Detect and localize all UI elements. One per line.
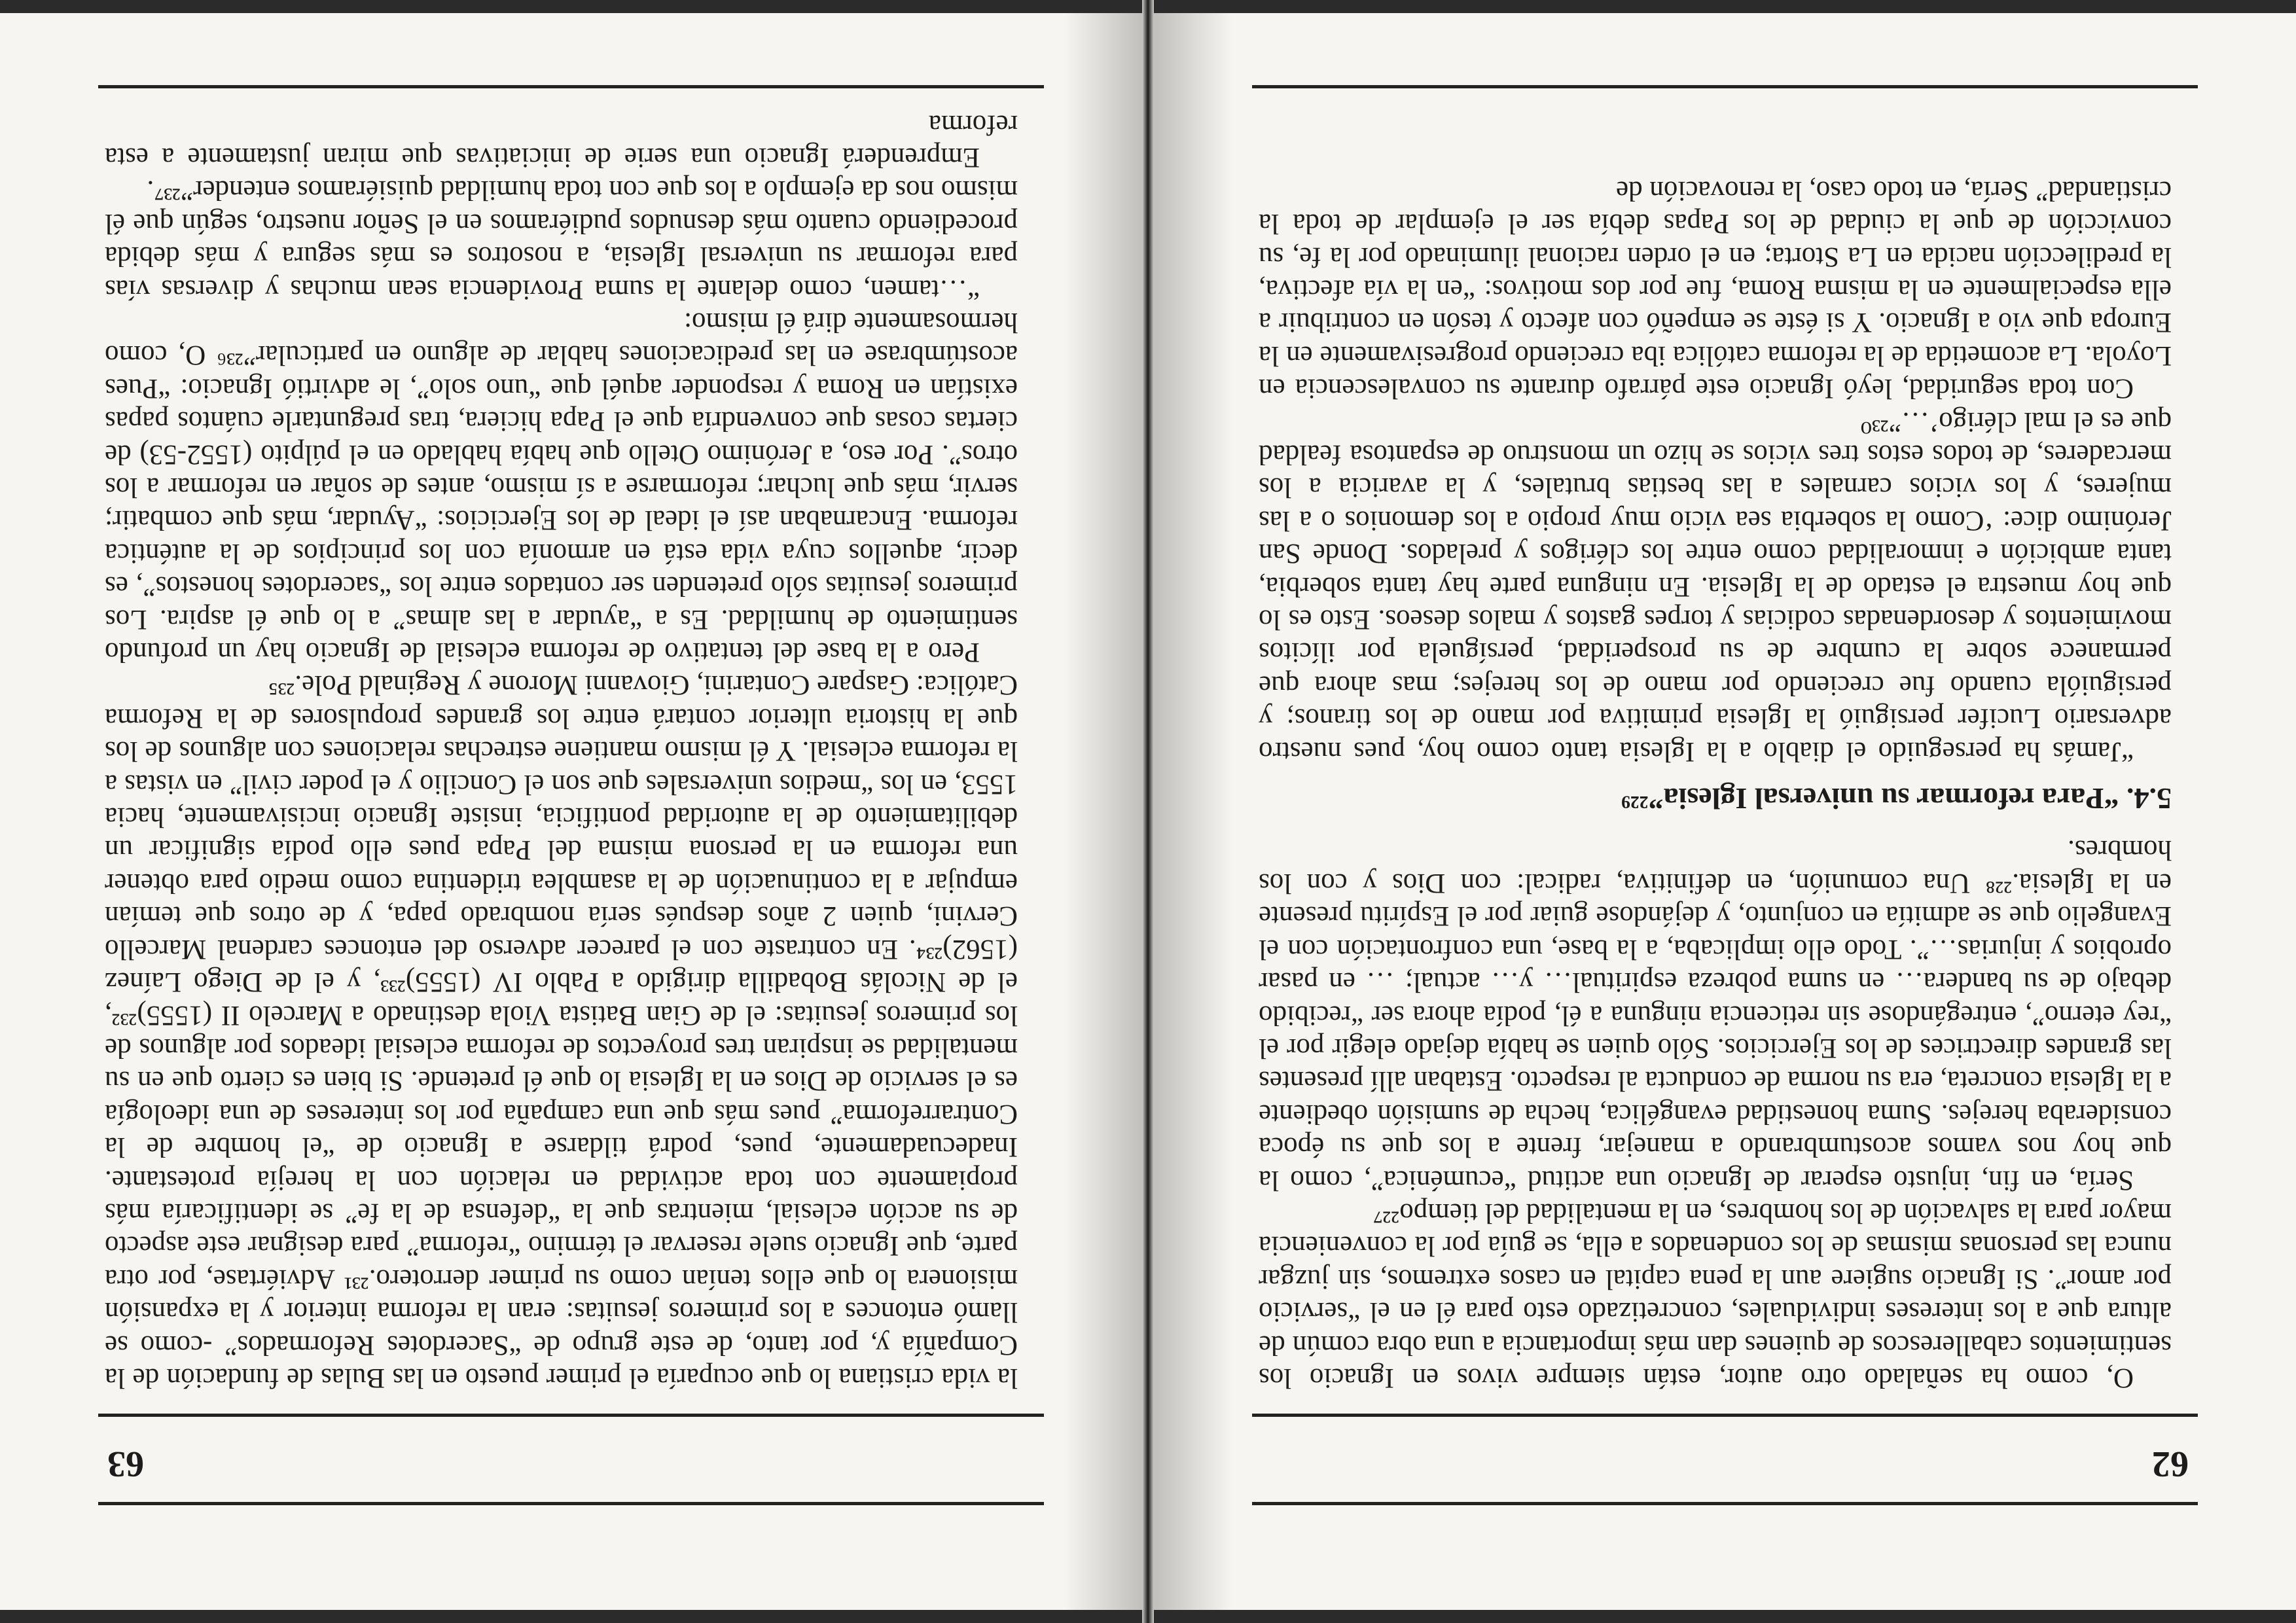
book-gutter (1142, 0, 1154, 1623)
paragraph: “…tamen, como delante la suma Providencia sean muchas y diversas vías para reformar su universal Iglesia, a nosotros es más segura y más debida procediendo cuanto más desnudos pudiéramos en el Señor nuestro, según que él mismo nos da ejemplo a los que con toda humildad quisiéramos entender”²³⁷. (105, 175, 1018, 305)
paragraph: Pero a la base del tentativo de reforma eclesial de Ignacio hay un profundo sentimiento de humildad. Es a “ayudar a las almas” a lo que él aspira. Los primeros jesuitas sólo pretenden ser contados entre los “sacerdotes honestos”, es decir, aquellos cuya vida está en armonía con los principios de la auténtica reforma. Encarnaban así el ideal de los Ejercicios: “Ayudar, más que combatir; servir, más que luchar; reformarse a sí mismo, antes de soñar en reformar a los otros”. Por eso, a Jerónimo Otello que había hablado en el púlpito (1552-53) de ciertas cosas que convendría que el Papa hiciera, tras preguntarle cuántos papas existían en Roma y responder aquél que “uno solo”, le advirtió Ignacio: “Pues acostúmbrase en las predicaciones hablar de alguno en particular”²³⁶ O, como hermosamente dirá él mismo: (105, 307, 1018, 668)
right-page (0, 13, 1142, 1610)
page-header (1252, 1414, 2198, 1505)
paragraph: “Jamás ha perseguido el diablo a la Iglesia tanto como hoy, pues nuestro adversario Lucifer persiguió la Iglesia primitiva por mano de los tiranos; y persiguióla cuando fue creciendo por mano de los herejes; mas ahora que permanece sobre la cumbre de su prosperidad, persíguela por ilícitos movimientos y desordenadas codicias y torpes gastos y malos deseos. Esto es lo que hoy muestra el estado de la Iglesia. En ninguna parte hay tanta soberbia, tanta ambición e inmoralidad como entre los clérigos y prelados. Donde San Jerónimo dice: ‘Como la soberbia sea vicio muy propio a los demonios o a las mujeres, y los vicios carnales a las bestias brutales, y la avaricia a los mercaderes, de todos estos tres vicios se hizo un monstruo de espantosa fealdad que es el mal clérigo’…”²³⁰ (1259, 406, 2172, 767)
paragraph: la vida cristiana lo que ocuparía el primer puesto en las Bulas de fundación de la Compañía y, por tanto, de este grupo de “Sacerdotes Reformados” -como se llamó entonces a los primeros jesuitas: eran la reforma interior y la expansión misionera lo que ellos tenían como su primer derrotero.²³¹ Adviértase, por otra parte, que Ignacio suele reservar el término “reforma” para designar este aspecto de su acción eclesial, mientras que la “defensa de la fe” se identificaría más propiamente con toda actividad en relación con la herejía protestante. Inadecuadamente, pues, podrá tildarse a Ignacio de “el hombre de la Contrarreforma” pues más que una campaña por los intereses de una ideología es el servicio de Dios en la Iglesia lo que él pretende. Si bien es cierto que en su mentalidad se inspiran tres proyectos de reforma eclesial ideados por algunos de los primeros jesuitas: el de Gian Batista Viola destinado a Marcelo II (1555)²³², el de Nicolás Bobadilla dirigido a Pablo IV (1555)²³³, y el de Diego Laínez (1562)²³⁴. En contraste con el parecer adverso del entonces cardenal Marcello Cervini, quien 2 años después sería nombrado papa, y de otros que temían empujar a la continuación de la asamblea tridentina como medio para obtener una reforma en la persona misma del Papa pues ello podía significar un debilitamiento de la autoridad pontificia, insiste Ignacio incisivamente, hacia 1553, en los “medios universales que son el Concilio y el poder civil” en vistas a la reforma eclesial. Y él mismo mantiene estrechas relaciones con algunos de los que la historia ulterior contará entre los grandes propulsores de la Reforma Católica: Gaspare Contarini, Giovanni Morone y Reginald Pole.²³⁵ (105, 669, 1018, 1393)
left-page (1154, 13, 2296, 1610)
section-heading: 5.4. “Para reformar su universal Iglesia”²²⁹ (1621, 782, 2172, 816)
paragraph: Emprenderá Ignacio una serie de iniciativas que miran justamente a esta reforma (105, 109, 1018, 173)
page-number: 62 (2152, 1444, 2189, 1484)
paragraph: Con toda seguridad, leyó Ignacio este párrafo durante su convalescencia en Loyola. La acometida de la reforma católica iba creciendo progresivamente en la Europa que vio a Ignacio. Y si éste se empeñó con afecto y tesón en contribuir a ella especialmente en la misma Roma, fue por dos motivos: “en la vía afectiva, la predilección nacida en La Storta; en el orden racional iluminado por la fe, su convicción de que la ciudad de los Papas debía ser el ejemplar de toda la cristiandad” Sería, en todo caso, la renovación de (1259, 175, 2172, 404)
paragraph: O, como ha señalado otro autor, están siempre vivos en Ignacio los sentimientos caballerescos de quienes dan más importancia a una obra común de altura que a los intereses individuales, concretizado esto para él en el “servicio por amor”. Si Ignacio sugiere aun la pena capital en casos extremos, sin juzgar nunca las personas mismas de los condenados a ella, se guía por la conveniencia mayor para la salvación de los hombres, en la mentalidad del tiempo²²⁷ (1259, 1197, 2172, 1393)
page-header (98, 1414, 1044, 1505)
page-shadow (1154, 13, 1232, 1610)
footer-rule (1252, 85, 2198, 88)
page-body (1259, 111, 2172, 1394)
paragraph: Sería, en fin, injusto esperar de Ignacio una actitud “ecuménica”, como la que hoy nos vamos acostumbrando a manejar, frente a los que su época consideraba herejes. Suma honestidad evangélica, hecha de sumisión obediente a la Iglesia concreta, era su norma de conducta al respecto. Estaban allí presentes las grandes directrices de los Ejercicios. Sólo quien se había dejado elegir por el “rey eterno”, entregándose sin reticencia ninguna a él, podía ahora ser “recibido debajo de su bandera… en suma pobreza espiritual… y… actual; … en pasar oprobios y injurias…”. Todo ello implicaba, a la base, una confrontación con el Evangelio que se admitía en conjunto, y dejándose guiar por el Espíritu presente en la Iglesia.²²⁸ Una comunión, en definitiva, radical: con Dios y con los hombres. (1259, 834, 2172, 1196)
footer-rule (98, 85, 1044, 88)
page-number: 63 (107, 1444, 144, 1484)
page-body (105, 111, 1018, 1394)
page-shadow (1064, 13, 1142, 1610)
